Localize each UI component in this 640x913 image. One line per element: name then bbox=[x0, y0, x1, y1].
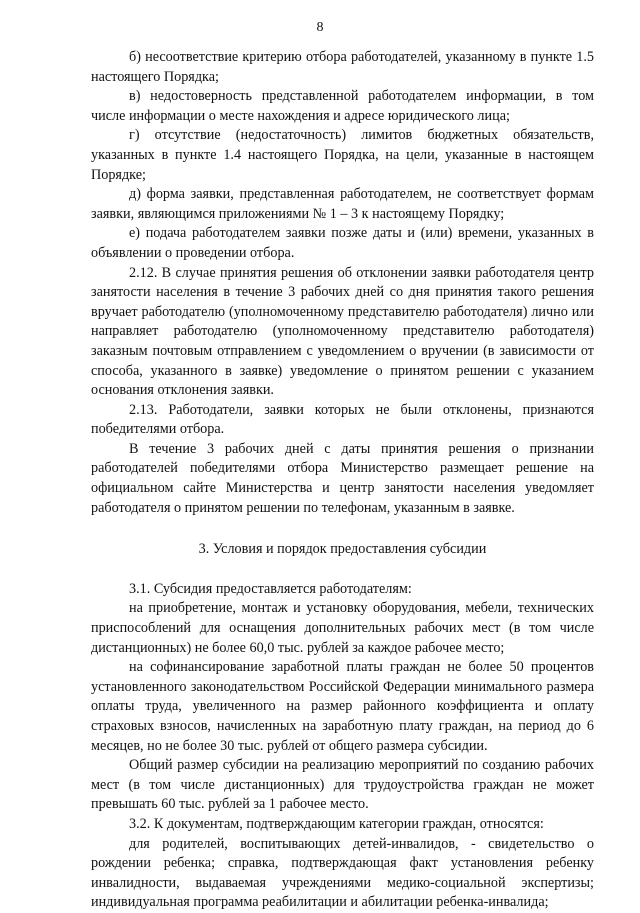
paragraph-item-d: д) форма заявки, представленная работодателем, не соответствует формам заявки, являющимся приложениями № 1 – 3 к настоящему Порядку; bbox=[91, 186, 594, 222]
paragraph-winners-notice: В течение 3 рабочих дней с даты принятия решения о признании работодателей победителями отбора Министерство размещает решение на официальном сайте Министерства и центр занятости населения уведомляет работодателя о принятом решении по телефонам, указанным в заявке. bbox=[91, 440, 594, 516]
page-number: 8 bbox=[316, 20, 324, 35]
paragraph-2-13: 2.13. Работодатели, заявки которых не были отклонены, признаются победителями отбора. bbox=[91, 401, 594, 438]
paragraph-total-subsidy: Общий размер субсидии на реализацию мероприятий по созданию рабочих мест (в том числе дистанционных) для трудоустройства граждан не может превышать 60 тыс. рублей за 1 рабочее место. bbox=[91, 757, 594, 813]
paragraph-salary-cofinancing: на софинансирование заработной платы граждан не более 50 процентов установленного законодательством Российской Федерации минимального размера оплаты труда, увеличенного на размер районного коэффициента и оплату страховых взносов, начисленных на заработную плату граждан, на период до 6 месяцев, но не более 30 тыс. рублей от общего размера субсидии. bbox=[91, 659, 594, 754]
paragraph-equipment: на приобретение, монтаж и установку оборудования, мебели, технических приспособлений для оснащения дополнительных рабочих мест (в том числе дистанционных) не более 60,0 тыс. рублей за каждое рабочее место; bbox=[91, 600, 594, 656]
paragraph-parents-documents: для родителей, воспитывающих детей-инвалидов, - свидетельство о рождении ребенка; справка, подтверждающая факт установления ребенку инвалидности, выдаваемая учреждениями медико-социальной экспертизы; индивидуальная программа реабилитации и абилитации ребенка-инвалида; bbox=[91, 835, 594, 911]
paragraph-item-v: в) недостоверность представленной работодателем информации, в том числе информации о месте нахождения и адресе юридического лица; bbox=[91, 88, 594, 124]
paragraph-item-b: б) несоответствие критерию отбора работодателей, указанному в пункте 1.5 настоящего Порядка; bbox=[91, 49, 594, 85]
document-body bbox=[91, 48, 594, 913]
paragraph-item-e: е) подача работодателем заявки позже даты и (или) времени, указанных в объявлении о проведении отбора. bbox=[91, 225, 594, 261]
paragraph-item-g: г) отсутствие (недостаточность) лимитов бюджетных обязательств, указанных в пункте 1.4 настоящего Порядка, на цели, указанные в настоящем Порядке; bbox=[91, 127, 594, 183]
paragraph-2-12: 2.12. В случае принятия решения об отклонении заявки работодателя центр занятости населения в течение 3 рабочих дней со дня принятия такого решения вручает работодателю (уполномоченному представителю работодателя) лично или направляет работодателю (уполномоченному представителю работодателя) заказным почтовым отправлением с уведомлением о вручении (в зависимости от способа, указанного в заявке) уведомление о принятом решении с указанием основания отклонения заявки. bbox=[91, 264, 594, 399]
section-heading: 3. Условия и порядок предоставления субсидии bbox=[198, 541, 487, 558]
paragraph-3-2: 3.2. К документам, подтверждающим категории граждан, относятся: bbox=[129, 815, 544, 832]
paragraph-3-1: 3.1. Субсидия предоставляется работодателям: bbox=[129, 580, 412, 597]
